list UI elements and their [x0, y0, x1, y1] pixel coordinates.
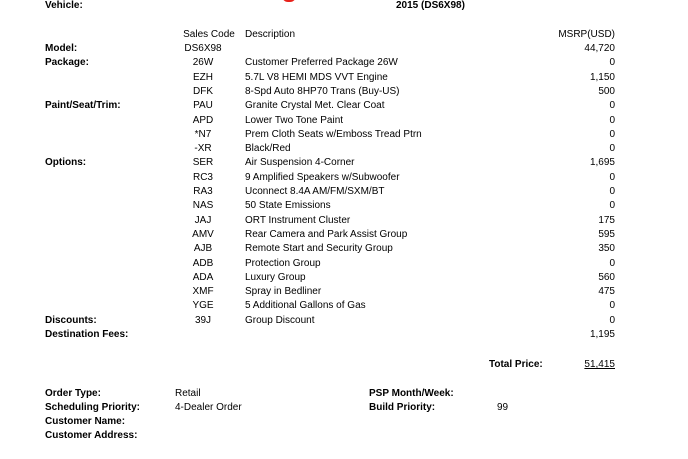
- row-sales-code: RC3: [192, 172, 213, 183]
- row-description: Luxury Group: [245, 272, 306, 283]
- order-type-label: Order Type:: [45, 388, 101, 399]
- row-sales-code: SER: [192, 157, 214, 168]
- vehicle-label: Vehicle:: [45, 0, 83, 11]
- row-sales-code: DS6X98: [184, 43, 222, 54]
- row-msrp: 0: [609, 115, 615, 126]
- row-msrp: 595: [598, 229, 615, 240]
- row-sales-code: YGE: [192, 300, 214, 311]
- row-section-label: Paint/Seat/Trim:: [45, 100, 121, 111]
- row-description: Uconnect 8.4A AM/FM/SXM/BT: [245, 186, 385, 197]
- row-description: Rear Camera and Park Assist Group: [245, 229, 408, 240]
- row-msrp: 1,195: [589, 329, 615, 340]
- row-description: Group Discount: [245, 315, 315, 326]
- row-sales-code: NAS: [192, 200, 214, 211]
- row-msrp: 0: [609, 258, 615, 269]
- row-sales-code: RA3: [193, 186, 213, 197]
- row-msrp: 475: [598, 286, 615, 297]
- row-sales-code: AMV: [192, 229, 214, 240]
- row-sales-code: APD: [192, 115, 214, 126]
- row-msrp: 0: [609, 200, 615, 211]
- row-description: Black/Red: [245, 143, 291, 154]
- row-description: Protection Group: [245, 258, 321, 269]
- row-sales-code: XMF: [192, 286, 214, 297]
- brand-logo-fragment: [282, 0, 296, 2]
- row-description: ORT Instrument Cluster: [245, 215, 351, 226]
- row-description: 5.7L V8 HEMI MDS VVT Engine: [245, 72, 388, 83]
- row-description: 9 Amplified Speakers w/Subwoofer: [245, 172, 400, 183]
- row-sales-code: PAU: [193, 100, 213, 111]
- row-description: Remote Start and Security Group: [245, 243, 393, 254]
- row-description: 50 State Emissions: [245, 200, 331, 211]
- row-sales-code: DFK: [193, 86, 213, 97]
- row-description: 5 Additional Gallons of Gas: [245, 300, 366, 311]
- row-description: Customer Preferred Package 26W: [245, 57, 398, 68]
- row-sales-code: EZH: [193, 72, 213, 83]
- customer-name-label: Customer Name:: [45, 416, 126, 427]
- description-header: Description: [245, 29, 296, 40]
- row-section-label: Options:: [45, 157, 87, 168]
- row-description: Lower Two Tone Paint: [245, 115, 344, 126]
- row-msrp: 1,150: [589, 72, 615, 83]
- row-msrp: 1,695: [589, 157, 615, 168]
- row-section-label: Discounts:: [45, 315, 97, 326]
- scheduling-priority-value: 4-Dealer Order: [175, 402, 242, 413]
- row-sales-code: 39J: [194, 315, 212, 326]
- row-description: 8-Spd Auto 8HP70 Trans (Buy-US): [245, 86, 400, 97]
- row-msrp: 0: [609, 143, 615, 154]
- customer-address-label: Customer Address:: [45, 430, 138, 441]
- row-sales-code: -XR: [194, 143, 212, 154]
- total-price-label: Total Price:: [489, 359, 543, 370]
- row-msrp: 0: [609, 315, 615, 326]
- psp-month-week-label: PSP Month/Week:: [369, 388, 454, 399]
- row-msrp: 560: [598, 272, 615, 283]
- row-section-label: Destination Fees:: [45, 329, 129, 340]
- row-sales-code: 26W: [192, 57, 214, 68]
- row-msrp: 0: [609, 57, 615, 68]
- row-msrp: 0: [609, 129, 615, 140]
- row-msrp: 500: [598, 86, 615, 97]
- row-section-label: Package:: [45, 57, 89, 68]
- total-price-value: 51,415: [584, 359, 615, 370]
- order-type-value: Retail: [175, 388, 201, 399]
- sales-code-header: Sales Code: [183, 29, 235, 40]
- row-msrp: 0: [609, 186, 615, 197]
- row-description: Prem Cloth Seats w/Emboss Tread Ptrn: [245, 129, 422, 140]
- build-priority-label: Build Priority:: [369, 402, 436, 413]
- row-msrp: 0: [609, 300, 615, 311]
- build-priority-value: 99: [497, 402, 509, 413]
- vehicle-value: 2015 (DS6X98): [396, 0, 465, 11]
- row-msrp: 350: [598, 243, 615, 254]
- scheduling-priority-label: Scheduling Priority:: [45, 402, 141, 413]
- row-sales-code: AJB: [193, 243, 213, 254]
- row-msrp: 0: [609, 172, 615, 183]
- row-sales-code: JAJ: [194, 215, 212, 226]
- row-section-label: Model:: [45, 43, 78, 54]
- row-description: Air Suspension 4-Corner: [245, 157, 355, 168]
- row-msrp: 44,720: [584, 43, 615, 54]
- row-msrp: 175: [598, 215, 615, 226]
- row-description: Spray in Bedliner: [245, 286, 322, 297]
- row-description: Granite Crystal Met. Clear Coat: [245, 100, 385, 111]
- row-sales-code: *N7: [194, 129, 212, 140]
- row-sales-code: ADB: [192, 258, 214, 269]
- row-sales-code: ADA: [192, 272, 214, 283]
- row-msrp: 0: [609, 100, 615, 111]
- msrp-header: MSRP(USD): [558, 29, 615, 40]
